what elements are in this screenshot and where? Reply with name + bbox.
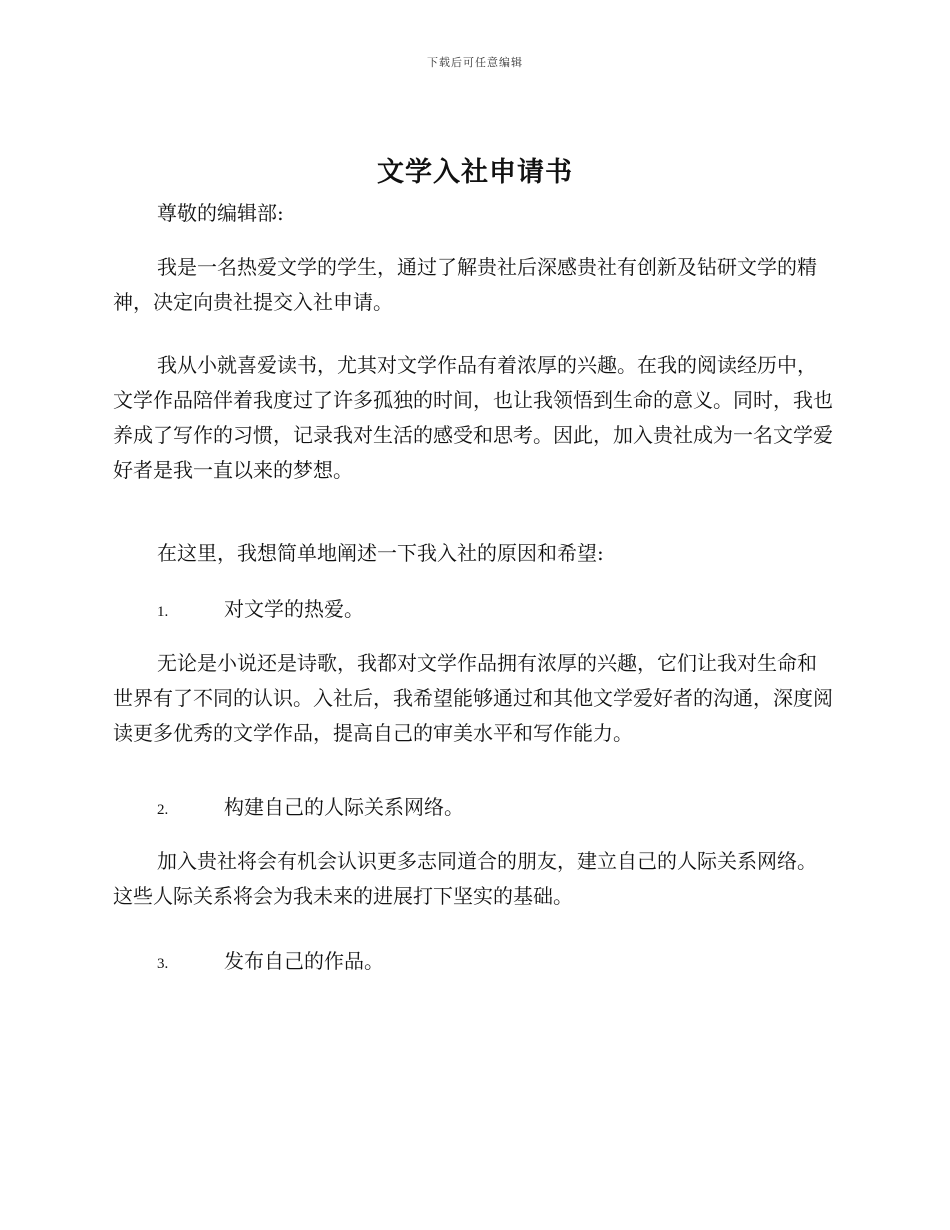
paragraph-intro: 我是一名热爱文学的学生，通过了解贵社后深感贵社有创新及钻研文学的精神，决定向贵社提交入社申请。 [113, 255, 817, 314]
list-number: 1. [157, 604, 169, 620]
reason-1-text: 无论是小说还是诗歌，我都对文学作品拥有浓厚的兴趣，它们让我对生命和世界有了不同的认识。入社后，我希望能够通过和其他文学爱好者的沟通，深度阅读更多优秀的文学作品，提高自己的审美水平和写作能力。 [113, 651, 833, 745]
paragraph-background: 我从小就喜爱读书，尤其对文学作品有着浓厚的兴趣。在我的阅读经历中，文学作品陪伴着我度过了许多孤独的时间，也让我领悟到生命的意义。同时，我也养成了写作的习惯，记录我对生活的感受和思考。因此，加入贵社成为一名文学爱好者是我一直以来的梦想。 [113, 353, 833, 482]
list-number: 2. [157, 802, 169, 818]
salutation: 尊敬的编辑部: [157, 201, 284, 225]
list-number: 3. [157, 956, 169, 972]
list-heading: 对文学的热爱。 [224, 597, 364, 621]
header-note: 下载后可任意编辑 [427, 56, 523, 69]
list-item-1 [157, 592, 364, 630]
document-title: 文学入社申请书 [377, 157, 573, 188]
paragraph-reasons-lead: 在这里，我想简单地阐述一下我入社的原因和希望: [157, 541, 604, 565]
list-item-3 [157, 944, 384, 982]
list-heading: 发布自己的作品。 [224, 949, 384, 973]
reason-2-text: 加入贵社将会有机会认识更多志同道合的朋友，建立自己的人际关系网络。这些人际关系将会为我未来的进展打下坚实的基础。 [113, 849, 817, 908]
list-item-2 [157, 790, 464, 828]
list-heading: 构建自己的人际关系网络。 [224, 795, 464, 819]
